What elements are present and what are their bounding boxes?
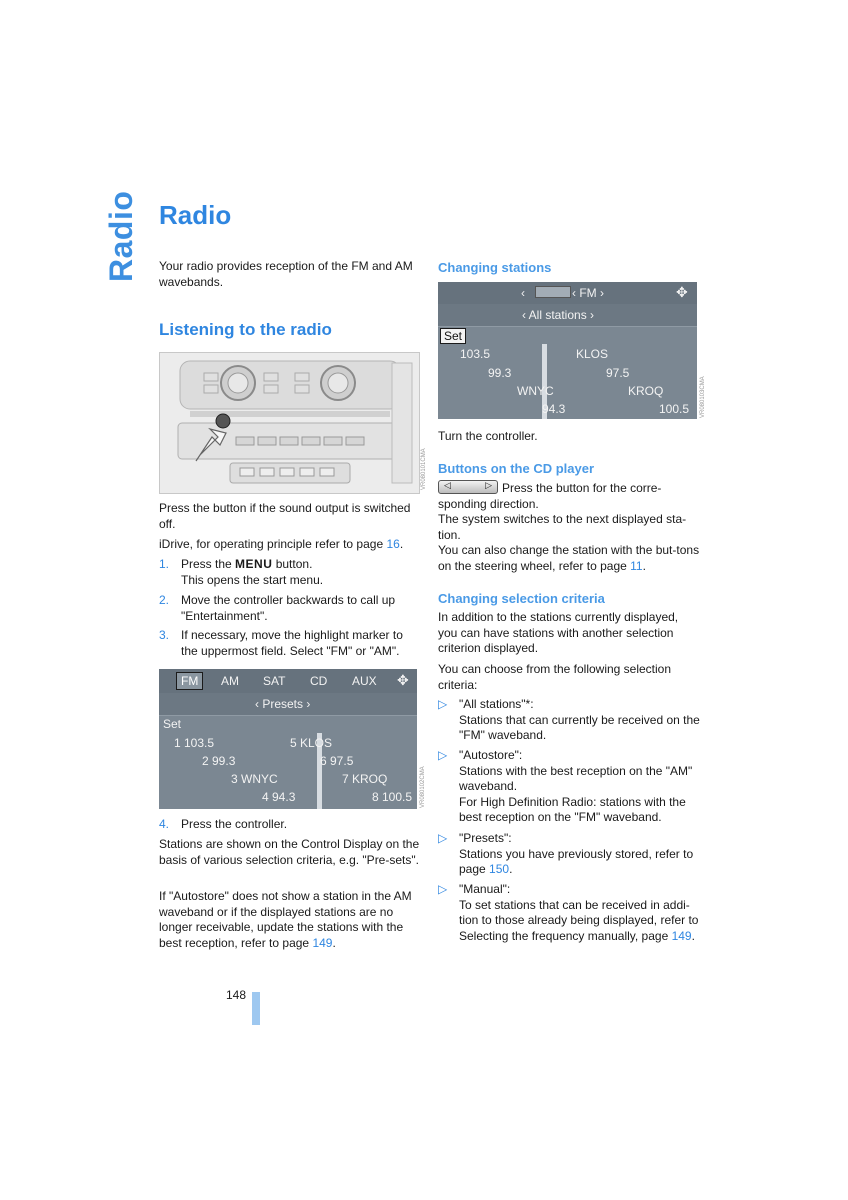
screen1-reference-code: VR080102CMA (420, 766, 426, 808)
preset-8[interactable]: 8 100.5 (372, 790, 413, 804)
paragraph-criteria-intro: In addition to the stations currently displayed, you can have stations with another selection criterion displayed. (438, 610, 679, 656)
paragraph-sound-output: Press the button if the sound output is switched off. (159, 501, 411, 531)
step-text: Move the controller backwards to call up "Entertainment". (181, 593, 396, 623)
page-number: 148 (226, 988, 247, 1002)
criteria-description: Stations you have previously stored, refer to page (459, 846, 694, 877)
page-link-149-manual[interactable]: 149 (671, 928, 692, 943)
paragraph-autostore (159, 889, 421, 951)
section-heading-listening: Listening to the radio (159, 320, 332, 339)
criteria-label: "All stations"*: (459, 697, 534, 711)
waveband-arrow-left: ‹ (521, 286, 525, 300)
cd-line-1: Press the button for the corre-sponding direction. (438, 481, 662, 511)
criteria-description: Stations that can currently be received on the "FM" waveband. (459, 712, 700, 743)
paragraph-turn-controller: Turn the controller. (438, 429, 538, 443)
criteria-label: "Autostore": (459, 748, 523, 762)
tab-am[interactable]: AM (221, 674, 239, 688)
section-heading-changing: Changing stations (438, 260, 552, 275)
tab-aux[interactable]: AUX (352, 674, 377, 688)
step-3 (159, 628, 421, 659)
step-number: 3. (159, 628, 170, 642)
criteria-period: . (509, 862, 513, 877)
paragraph-idrive (159, 537, 421, 553)
menu-button-label: MENU (235, 557, 273, 571)
preset-4[interactable]: 4 94.3 (262, 790, 296, 804)
autostore-period: . (332, 935, 336, 950)
bullet-arrow-icon: ▷ (438, 697, 448, 711)
radio-panel-photo (159, 352, 420, 494)
step-4 (159, 817, 421, 833)
criteria-selector-bar[interactable] (159, 693, 417, 716)
step-text: Press the controller. (181, 817, 288, 831)
preset-3[interactable]: 3 WNYC (231, 772, 278, 786)
criteria-label: "Manual": (459, 882, 511, 896)
step-text-post: button. (272, 557, 313, 571)
chapter-side-tab-label: Radio (103, 190, 139, 282)
cd-line-3: You can also change the station with the but-tons on the steering wheel, refer to page (438, 543, 700, 573)
station-97-5[interactable]: 97.5 (606, 366, 630, 380)
page-link-11[interactable]: 11 (630, 558, 643, 573)
station-103-5[interactable]: 103.5 (460, 347, 491, 361)
preset-7[interactable]: 7 KROQ (342, 772, 388, 786)
radio-panel-illustration (160, 353, 419, 493)
page-link-16[interactable]: 16 (386, 537, 400, 551)
control-display-presets (159, 669, 417, 809)
chapter-side-tab (103, 190, 139, 282)
station-100-5[interactable]: 100.5 (659, 402, 690, 416)
paragraph-criteria-choose: You can choose from the following selection criteria: (438, 662, 672, 692)
preset-6[interactable]: 6 97.5 (320, 754, 354, 768)
paragraph-cd-buttons (438, 480, 700, 575)
navigation-compass-icon: ✥ (397, 672, 409, 688)
section-heading-criteria: Changing selection criteria (438, 591, 605, 606)
criteria-label: "Presets": (459, 831, 512, 845)
page-link-150[interactable]: 150 (489, 862, 510, 877)
bullet-arrow-icon: ▷ (438, 882, 448, 896)
station-kroq[interactable]: KROQ (628, 384, 664, 398)
step-text: Press the (181, 557, 236, 571)
step-text-line2: This opens the start menu. (181, 572, 324, 587)
step-number: 4. (159, 817, 170, 831)
page-link-149[interactable]: 149 (312, 935, 333, 950)
criteria-description: Stations with the best reception on the "AM" waveband. (459, 763, 693, 794)
step-number: 2. (159, 593, 170, 607)
bullet-arrow-icon: ▷ (438, 831, 448, 845)
step-1 (159, 557, 421, 588)
autostore-text: If "Autostore" does not show a station in the AM waveband or if the displayed stations are no longer receivable, update the stations with the best reception, refer to page (159, 889, 412, 950)
station-94-3[interactable]: 94.3 (542, 402, 566, 416)
paragraph-stations-shown: Stations are shown on the Control Display on the basis of various selection criteria, e.g. "Pre-sets". (159, 837, 420, 867)
preset-2[interactable]: 2 99.3 (202, 754, 236, 768)
criteria-extra: For High Definition Radio: stations with the best reception on the "FM" waveband. (459, 794, 686, 825)
control-display-all-stations (438, 282, 697, 419)
set-button[interactable]: Set (440, 328, 466, 344)
criteria-item-all-stations (438, 697, 700, 744)
navigation-compass-icon: ✥ (676, 284, 688, 300)
tab-fm[interactable]: FM (176, 672, 203, 690)
station-klos[interactable]: KLOS (576, 347, 609, 361)
criteria-item-autostore (438, 748, 700, 826)
waveband-selector[interactable]: ‹ FM › (572, 286, 604, 300)
criteria-selector-label: ‹ All stations › (522, 308, 595, 322)
tab-cd[interactable]: CD (310, 674, 328, 688)
station-wnyc[interactable]: WNYC (517, 384, 554, 398)
cd-line-3-period: . (642, 558, 646, 573)
criteria-selector-label: ‹ Presets › (255, 697, 311, 711)
preset-1[interactable]: 1 103.5 (174, 736, 215, 750)
photo-reference-code: VR080101CMA (421, 448, 427, 490)
criteria-selector-bar[interactable] (438, 304, 697, 327)
preset-5[interactable]: 5 KLOS (290, 736, 333, 750)
step-number: 1. (159, 557, 170, 571)
step-2 (159, 593, 421, 624)
idrive-text: iDrive, for operating principle refer to page (159, 537, 387, 551)
criteria-description: To set stations that can be received in addi-tion to those already being displayed, refer to Selecting the frequency manually, page (459, 897, 699, 943)
set-button[interactable]: Set (163, 717, 182, 731)
page-title: Radio (159, 200, 232, 230)
criteria-item-manual (438, 882, 700, 944)
bullet-arrow-icon: ▷ (438, 748, 448, 762)
section-heading-cd-buttons: Buttons on the CD player (438, 461, 595, 476)
waveband-tab-bar (159, 669, 417, 694)
cd-seek-buttons-icon: ◁ ▷ (438, 480, 498, 494)
waveband-indicator (535, 286, 571, 298)
cd-line-2: The system switches to the next displayed sta-tion. (438, 512, 687, 542)
waveband-bar (438, 282, 697, 305)
step-text: If necessary, move the highlight marker to the uppermost field. Select "FM" or "AM". (181, 628, 403, 658)
screen2-reference-code: VR080103CMA (700, 376, 706, 418)
criteria-period: . (691, 928, 695, 943)
station-99-3[interactable]: 99.3 (488, 366, 512, 380)
idrive-period: . (399, 537, 404, 551)
page-number-bar (252, 992, 260, 1025)
intro-paragraph: Your radio provides reception of the FM and AM wavebands. (159, 259, 413, 289)
tab-sat[interactable]: SAT (263, 674, 286, 688)
criteria-item-presets (438, 831, 700, 878)
